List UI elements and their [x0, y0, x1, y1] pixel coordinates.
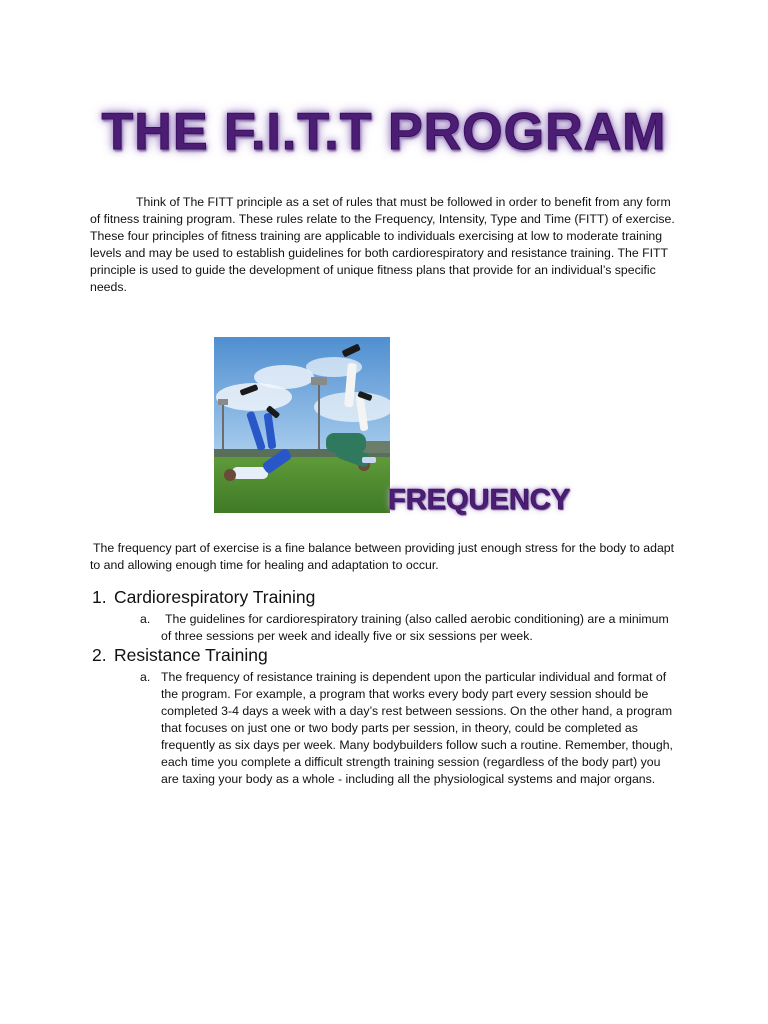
list-item-text: The frequency of resistance training is dependent upon the particular individual and format of the program. For example, a program that works every body part every session should be completed 3-4 days a week with a day’s rest between sessions. On the other hand, a program that focuses on just one or two body parts per session, in theory, could be completed as frequently as six days per week. Many bodybuilders follow such a routine. Remember, though, each time you complete a difficult strength training session (regardless of the body part) you are taxing your body as a whole - including all the physiological systems and major organs.: [161, 670, 673, 786]
stretching-athletes-photo: [214, 337, 390, 513]
section-number: 1.: [92, 587, 107, 607]
intro-paragraph: Think of The FITT principle as a set of rules that must be followed in order to benefit from any form of fitness training program. These rules relate to the Frequency, Intensity, Type and Time (FITT) of exercise. These four principles of fitness training are applicable to individuals exercising at low to moderate training levels and may be used to establish guidelines for both cardiorespiratory and resistance training. The FITT principle is used to guide the development of unique fitness plans that provide for an individual’s specific needs.: [90, 195, 675, 294]
frequency-heading: FREQUENCY: [388, 484, 571, 516]
section-heading-resistance: [92, 645, 268, 666]
list-letter: a.: [140, 612, 151, 626]
frequency-paragraph: The frequency part of exercise is a fine balance between providing just enough stress for the body to adapt to and allowing enough time for healing and adaptation to occur.: [90, 541, 675, 572]
section-title: Resistance Training: [114, 645, 268, 665]
list-item-text: The guidelines for cardiorespiratory training (also called aerobic conditioning) are a minimum of three sessions per week and ideally five or six sessions per week.: [161, 612, 669, 643]
list-item: [140, 611, 680, 645]
section-number: 2.: [92, 645, 107, 665]
section-heading-cardio: [92, 587, 315, 608]
page-title: THE F.I.T.T PROGRAM: [101, 103, 667, 161]
list-item: [140, 669, 680, 788]
section-title: Cardiorespiratory Training: [114, 587, 316, 607]
list-letter: a.: [140, 670, 151, 684]
